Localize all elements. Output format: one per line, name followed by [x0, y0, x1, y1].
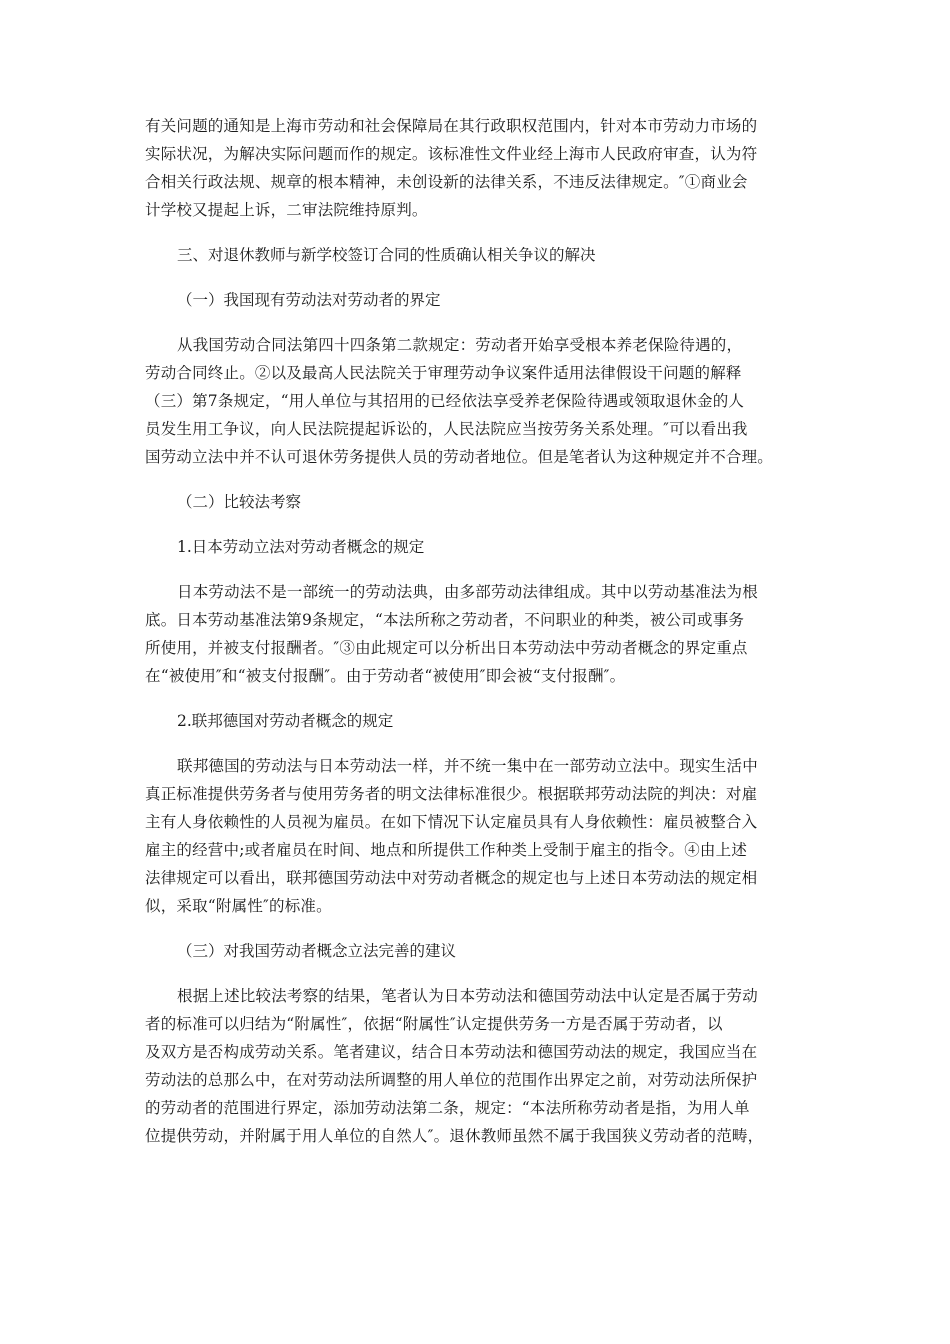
- subsection-heading-three: （三）对我国劳动者概念立法完善的建议: [177, 942, 457, 960]
- text-line: 雇主的经营中;或者雇员在时间、地点和所提供工作种类上受制于雇主的指令。④由上述: [145, 841, 748, 859]
- text-line: 从我国劳动合同法第四十四条第二款规定：劳动者开始享受根本养老保险待遇的，: [177, 336, 743, 354]
- paragraph-labor-contract-law: [145, 331, 815, 471]
- text-line: 及双方是否构成劳动关系。笔者建议，结合日本劳动法和德国劳动法的规定，我国应当在: [145, 1043, 758, 1061]
- text-line: 法律规定可以看出，联邦德国劳动法中对劳动者概念的规定也与上述日本劳动法的规定相: [145, 869, 758, 887]
- paragraph-japan-labor-law: [145, 578, 815, 690]
- text-line: 的劳动者的范围进行界定，添加劳动法第二条，规定：“本法所称劳动者是指，为用人单: [145, 1099, 750, 1117]
- text-line: 底。日本劳动基准法第9条规定，“本法所称之劳动者，不问职业的种类，被公司或事务: [145, 611, 745, 629]
- subsection-heading-one: （一）我国现有劳动法对劳动者的界定: [177, 291, 441, 309]
- text-line: 位提供劳动，并附属于用人单位的自然人″。退休教师虽然不属于我国狭义劳动者的范畴，: [145, 1127, 764, 1145]
- subsection-heading-germany: 2.联邦德国对劳动者概念的规定: [177, 712, 394, 730]
- subsection-heading-two: （二）比较法考察: [177, 493, 302, 511]
- text-line: 计学校又提起上诉，二审法院维持原判。: [145, 201, 428, 219]
- text-line: 在“被使用″和“被支付报酬″。由于劳动者“被使用″即会被“支付报酬″。: [145, 667, 626, 685]
- text-line: 实际状况，为解决实际问题而作的规定。该标准性文件业经上海市人民政府审查，认为符: [145, 145, 758, 163]
- text-line: 似，采取“附属性″的标准。: [145, 897, 332, 915]
- text-line: 真正标准提供劳务者与使用劳务者的明文法律标准很少。根据联邦劳动法院的判决：对雇: [145, 785, 758, 803]
- text-line: 劳动合同终止。②以及最高人民法院关于审理劳动争议案件适用法律假设干问题的解释: [145, 364, 742, 382]
- text-line: 所使用，并被支付报酬者。″③由此规定可以分析出日本劳动法中劳动者概念的界定重点: [145, 639, 748, 657]
- paragraph-germany-labor-law: [145, 752, 815, 920]
- paragraph-legislative-proposal: [145, 982, 815, 1150]
- text-line: 主有人身依赖性的人员视为雇员。在如下情况下认定雇员具有人身依赖性：雇员被整合入: [145, 813, 758, 831]
- text-line: （三）第7条规定，“用人单位与其招用的已经依法享受养老保险待遇或领取退休金的人: [145, 392, 745, 410]
- text-line: 根据上述比较法考察的结果，笔者认为日本劳动法和德国劳动法中认定是否属于劳动: [177, 987, 758, 1005]
- text-line: 合相关行政法规、规章的根本精神，未创设新的法律关系，不违反法律规定。″①商业会: [145, 173, 748, 191]
- paragraph-notice-ruling: [145, 112, 815, 224]
- text-line: 联邦德国的劳动法与日本劳动法一样，并不统一集中在一部劳动立法中。现实生活中: [177, 757, 758, 775]
- document-page: [145, 112, 815, 1150]
- text-line: 国劳动立法中并不认可退休劳务提供人员的劳动者地位。但是笔者认为这种规定并不合理。: [145, 448, 774, 466]
- subsection-heading-japan: 1.日本劳动立法对劳动者概念的规定: [177, 538, 425, 556]
- text-line: 有关问题的通知是上海市劳动和社会保障局在其行政职权范围内，针对本市劳动力市场的: [145, 117, 758, 135]
- text-line: 员发生用工争议，向人民法院提起诉讼的，人民法院应当按劳务关系处理。″可以看出我: [145, 420, 748, 438]
- text-line: 日本劳动法不是一部统一的劳动法典，由多部劳动法律组成。其中以劳动基准法为根: [177, 583, 758, 601]
- section-heading-three: 三、对退休教师与新学校签订合同的性质确认相关争议的解决: [177, 246, 596, 264]
- text-line: 者的标准可以归结为“附属性″，依据“附属性″认定提供劳务一方是否属于劳动者，以: [145, 1015, 723, 1033]
- text-line: 劳动法的总那么中，在对劳动法所调整的用人单位的范围作出界定之前，对劳动法所保护: [145, 1071, 758, 1089]
